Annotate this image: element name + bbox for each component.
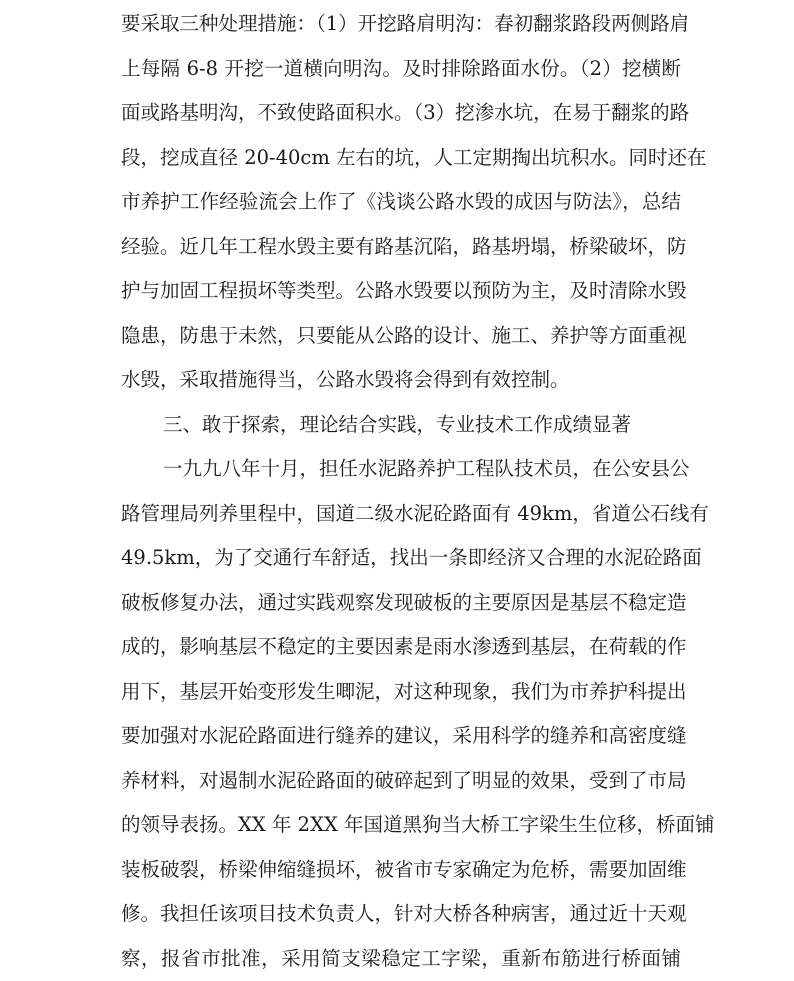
- line-text: 修。我担任该项目技术负责人，针对大桥各种病害，通过近十天观: [121, 892, 681, 937]
- line-text: 装板破裂，桥梁伸缩缝损坏，被省市专家确定为危桥，需要加固维: [121, 848, 681, 893]
- line-text: 路管理局列养里程中，国道二级水泥砼路面有 49km，省道公石线有: [121, 492, 681, 537]
- text-line: [121, 848, 681, 893]
- line-text: 成的，影响基层不稳定的主要因素是雨水渗透到基层，在荷载的作: [121, 625, 681, 670]
- text-line: [121, 358, 681, 403]
- section-heading: [121, 403, 681, 448]
- section-heading-text: 三、敢于探索，理论结合实践，专业技术工作成绩显著: [163, 403, 681, 448]
- text-line: [121, 180, 681, 225]
- line-text: 49.5km，为了交通行车舒适，找出一条即经济又合理的水泥砼路面: [121, 536, 681, 581]
- text-line: [121, 937, 681, 981]
- body-text: [121, 2, 681, 981]
- line-text: 经验。近几年工程水毁主要有路基沉陷，路基坍塌，桥梁破坏，防: [121, 225, 681, 270]
- line-text: 一九九八年十月，担任水泥路养护工程队技术员，在公安县公: [163, 447, 681, 492]
- line-text: 隐患，防患于未然，只要能从公路的设计、施工、养护等方面重视: [121, 314, 681, 359]
- line-text: 水毁，采取措施得当，公路水毁将会得到有效控制。: [121, 358, 681, 403]
- line-text: 要加强对水泥砼路面进行缝养的建议，采用科学的缝养和高密度缝: [121, 714, 681, 759]
- text-line: [121, 2, 681, 47]
- line-text: 破板修复办法，通过实践观察发现破板的主要原因是基层不稳定造: [121, 581, 681, 626]
- text-line: [121, 759, 681, 804]
- line-text: 养材料，对遏制水泥砼路面的破碎起到了明显的效果，受到了市局: [121, 759, 681, 804]
- text-line: [121, 714, 681, 759]
- text-line: [121, 581, 681, 626]
- text-line: [121, 225, 681, 270]
- text-line: [121, 536, 681, 581]
- text-line: [121, 492, 681, 537]
- text-line: [121, 625, 681, 670]
- line-text: 要采取三种处理措施：（1）开挖路肩明沟：春初翻浆路段两侧路肩: [121, 2, 681, 47]
- line-text: 察，报省市批准，采用简支梁稳定工字梁，重新布筋进行桥面铺: [121, 937, 681, 981]
- line-text: 面或路基明沟，不致使路面积水。（3）挖渗水坑，在易于翻浆的路: [121, 91, 681, 136]
- text-line: [121, 670, 681, 715]
- text-line: [121, 136, 681, 181]
- line-text: 市养护工作经验流会上作了《浅谈公路水毁的成因与防法》，总结: [121, 180, 681, 225]
- text-line: [121, 91, 681, 136]
- line-text: 段，挖成直径 20-40cm 左右的坑，人工定期掏出坑积水。同时还在: [121, 136, 681, 181]
- text-line: [121, 803, 681, 848]
- text-line: [121, 314, 681, 359]
- line-text: 上每隔 6-8 开挖一道横向明沟。及时排除路面水份。（2）挖横断: [121, 47, 681, 92]
- text-line: [121, 47, 681, 92]
- line-text: 护与加固工程损坏等类型。公路水毁要以预防为主，及时清除水毁: [121, 269, 681, 314]
- text-line: [121, 892, 681, 937]
- line-text: 的领导表扬。XX 年 2XX 年国道黑狗当大桥工字梁生生位移，桥面铺: [121, 803, 681, 848]
- text-line: [121, 269, 681, 314]
- line-text: 用下，基层开始变形发生唧泥，对这种现象，我们为市养护科提出: [121, 670, 681, 715]
- text-line: [121, 447, 681, 492]
